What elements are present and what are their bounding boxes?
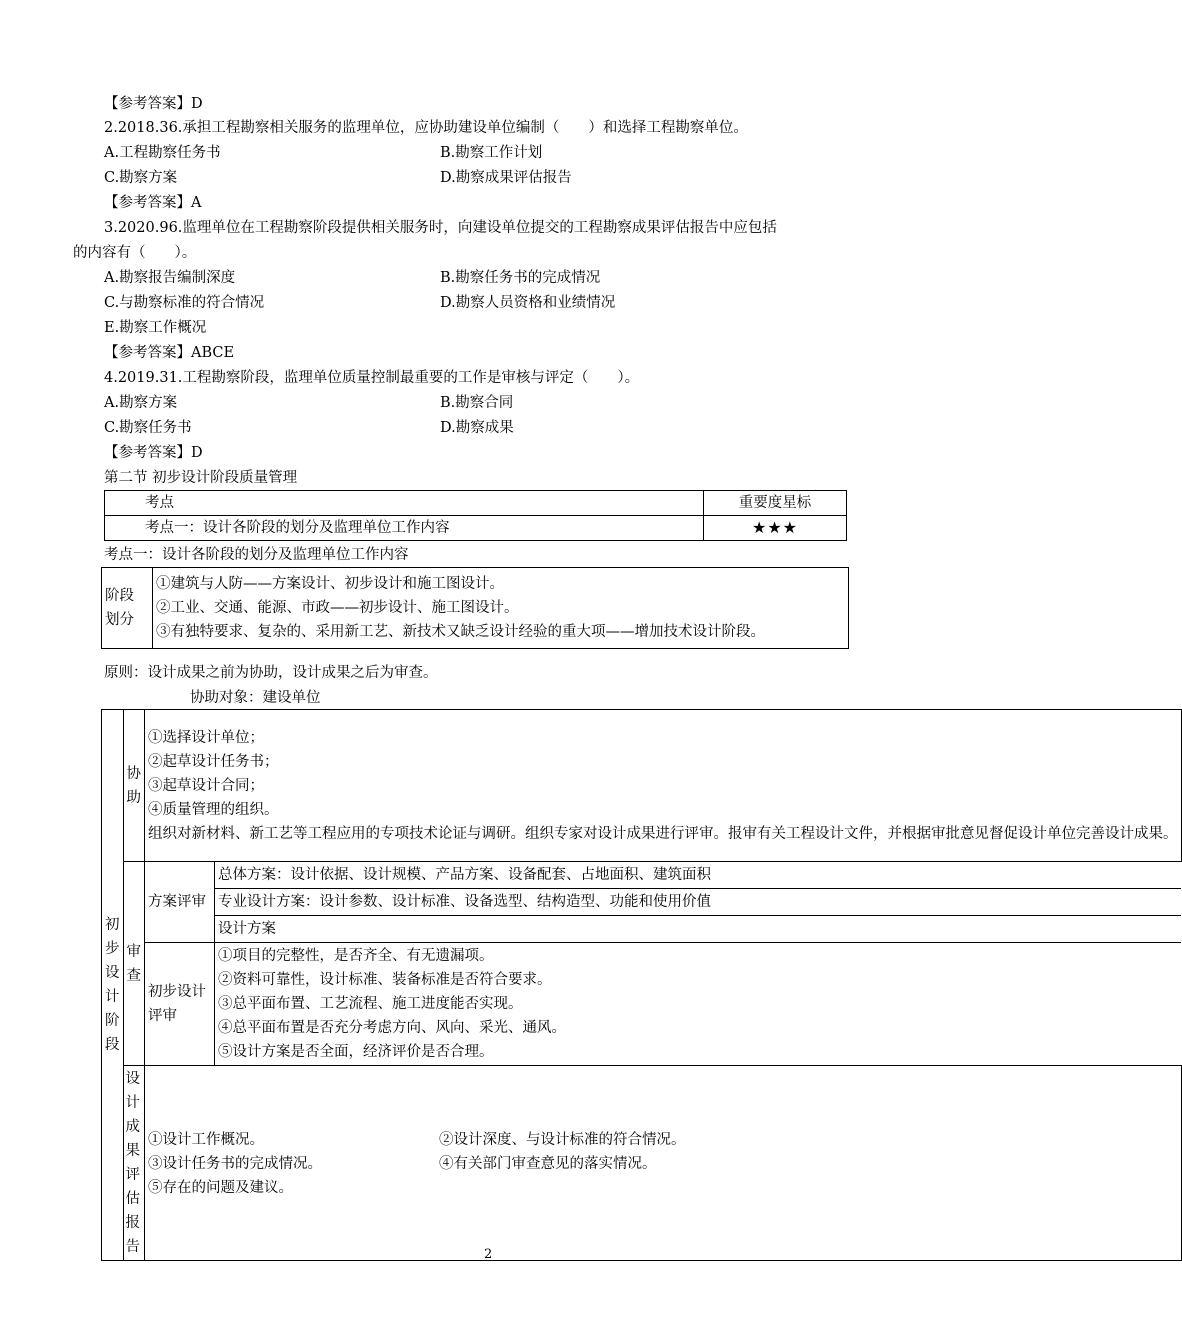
report-label-2: 评估报告 xyxy=(125,1167,140,1255)
assist-item-4: ④质量管理的组织。 xyxy=(148,801,279,818)
prelim-item-5: ⑤设计方案是否全面，经济评价是否合理。 xyxy=(218,1044,494,1060)
principle-text: 原则：设计成果之前为协助，设计成果之后为审查。 xyxy=(104,665,438,681)
answer-q3: 【参考答案】ABCE xyxy=(104,345,235,361)
q2-option-d: D.勘察成果评估报告 xyxy=(440,170,572,186)
stage-division-label-2: 划分 xyxy=(105,612,134,628)
scheme-row-specialty: 专业设计方案：设计参数、设计标准、设备选型、结构造型、功能和使用价值 xyxy=(215,889,1182,916)
review-label: 审查 xyxy=(123,862,145,1066)
question-4-stem: 4.2019.31.工程勘察阶段，监理单位质量控制最重要的工作是审核与评定（ ）。 xyxy=(104,370,640,386)
stage-line-2: ②工业、交通、能源、市政——初步设计、施工图设计。 xyxy=(156,600,519,616)
report-item-5: ⑤存在的问题及建议。 xyxy=(148,1179,293,1196)
stage-line-3: ③有独特要求、复杂的、采用新工艺、新技术又缺乏设计经验的重大项——增加技术设计阶段。 xyxy=(156,624,765,640)
point-heading: 考点一：设计各阶段的划分及监理单位工作内容 xyxy=(104,547,409,563)
q3-option-d: D.勘察人员资格和业绩情况 xyxy=(440,295,616,311)
stage-line-1: ①建筑与人防——方案设计、初步设计和施工图设计。 xyxy=(156,576,504,592)
scheme-row-overall: 总体方案：设计依据、设计规模、产品方案、设备配套、占地面积、建筑面积 xyxy=(215,862,1182,889)
stage-division-content xyxy=(153,568,849,649)
review-subtable xyxy=(145,862,1181,1065)
prelim-review-label-2: 评审 xyxy=(148,1008,177,1024)
question-2-stem: 2.2018.36.承担工程勘察相关服务的监理单位，应协助建设单位编制（ ）和选择工程勘察单位。 xyxy=(104,120,748,136)
prelim-item-4: ④总平面布置是否充分考虑方向、风向、采光、通风。 xyxy=(218,1020,566,1036)
assist-item-2: ②起草设计任务书； xyxy=(148,753,279,770)
q4-option-b: B.勘察合同 xyxy=(440,395,514,411)
q3-option-a: A.勘察报告编制深度 xyxy=(104,270,236,286)
page-number: 2 xyxy=(484,1247,493,1262)
importance-header-point: 考点 xyxy=(105,491,704,516)
q4-option-c: C.勘察任务书 xyxy=(104,420,192,436)
scheme-row-design: 设计方案 xyxy=(215,916,1182,943)
prelim-review-content xyxy=(215,943,1182,1066)
question-3-stem-cont: 的内容有（ ）。 xyxy=(73,245,197,261)
prelim-item-2: ②资料可靠性，设计标准、装备标准是否符合要求。 xyxy=(218,972,552,988)
report-label xyxy=(123,1066,145,1261)
q3-option-e: E.勘察工作概况 xyxy=(104,320,207,336)
assist-target-text: 协助对象：建设单位 xyxy=(190,690,321,706)
q3-option-c: C.与勘察标准的符合情况 xyxy=(104,295,265,311)
importance-header-stars: 重要度星标 xyxy=(704,491,847,516)
assist-item-1: ①选择设计单位； xyxy=(148,729,264,746)
scheme-review-label: 方案评审 xyxy=(145,862,215,943)
prelim-review-label-1: 初步设计 xyxy=(148,984,206,1000)
stage-division-label-1: 阶段 xyxy=(105,588,134,604)
stage-label-1: 初步 xyxy=(105,917,120,957)
review-content xyxy=(145,862,1182,1066)
stage-label-2: 设计 xyxy=(105,965,120,1005)
stage-division-label xyxy=(102,568,153,649)
prelim-item-3: ③总平面布置、工艺流程、施工进度能否实现。 xyxy=(218,996,523,1012)
importance-table xyxy=(104,490,847,541)
report-item-1: ①设计工作概况。 xyxy=(148,1131,264,1148)
question-3-stem: 3.2020.96.监理单位在工程勘察阶段提供相关服务时，向建设单位提交的工程勘察成果评估报告中应包括 xyxy=(104,220,777,236)
stage-label xyxy=(102,710,124,1261)
preliminary-design-table xyxy=(101,709,1182,1261)
stage-division-table xyxy=(101,567,849,649)
assist-paragraph: 组织对新材料、新工艺等工程应用的专项技术论证与调研。组织专家对设计成果进行评审。报审有关工程设计文件，并根据审批意见督促设计单位完善设计成果。 xyxy=(148,825,1178,842)
report-item-3: ③设计任务书的完成情况。 xyxy=(148,1155,322,1172)
q4-option-d: D.勘察成果 xyxy=(440,420,514,436)
report-label-1: 设计成果 xyxy=(125,1071,140,1159)
assist-item-3: ③起草设计合同； xyxy=(148,777,264,794)
q2-option-b: B.勘察工作计划 xyxy=(440,145,543,161)
report-content xyxy=(145,1066,1182,1261)
q3-option-b: B.勘察任务书的完成情况 xyxy=(440,270,601,286)
answer-q2: 【参考答案】A xyxy=(104,195,202,211)
importance-point: 考点一：设计各阶段的划分及监理单位工作内容 xyxy=(105,516,704,541)
section-title: 第二节 初步设计阶段质量管理 xyxy=(104,470,298,486)
prelim-review-label xyxy=(145,943,215,1066)
importance-stars: ★★★ xyxy=(704,516,847,541)
assist-content xyxy=(145,710,1182,862)
report-item-2: ②设计深度、与设计标准的符合情况。 xyxy=(439,1131,686,1148)
stage-label-3: 阶段 xyxy=(105,1013,120,1053)
answer-q1: 【参考答案】D xyxy=(104,96,203,112)
q4-option-a: A.勘察方案 xyxy=(104,395,178,411)
q2-option-c: C.勘察方案 xyxy=(104,170,178,186)
q2-option-a: A.工程勘察任务书 xyxy=(104,145,221,161)
report-item-4: ④有关部门审查意见的落实情况。 xyxy=(439,1155,657,1172)
answer-q4: 【参考答案】D xyxy=(104,445,203,461)
assist-label: 协助 xyxy=(123,710,145,862)
prelim-item-1: ①项目的完整性，是否齐全、有无遗漏项。 xyxy=(218,948,494,964)
